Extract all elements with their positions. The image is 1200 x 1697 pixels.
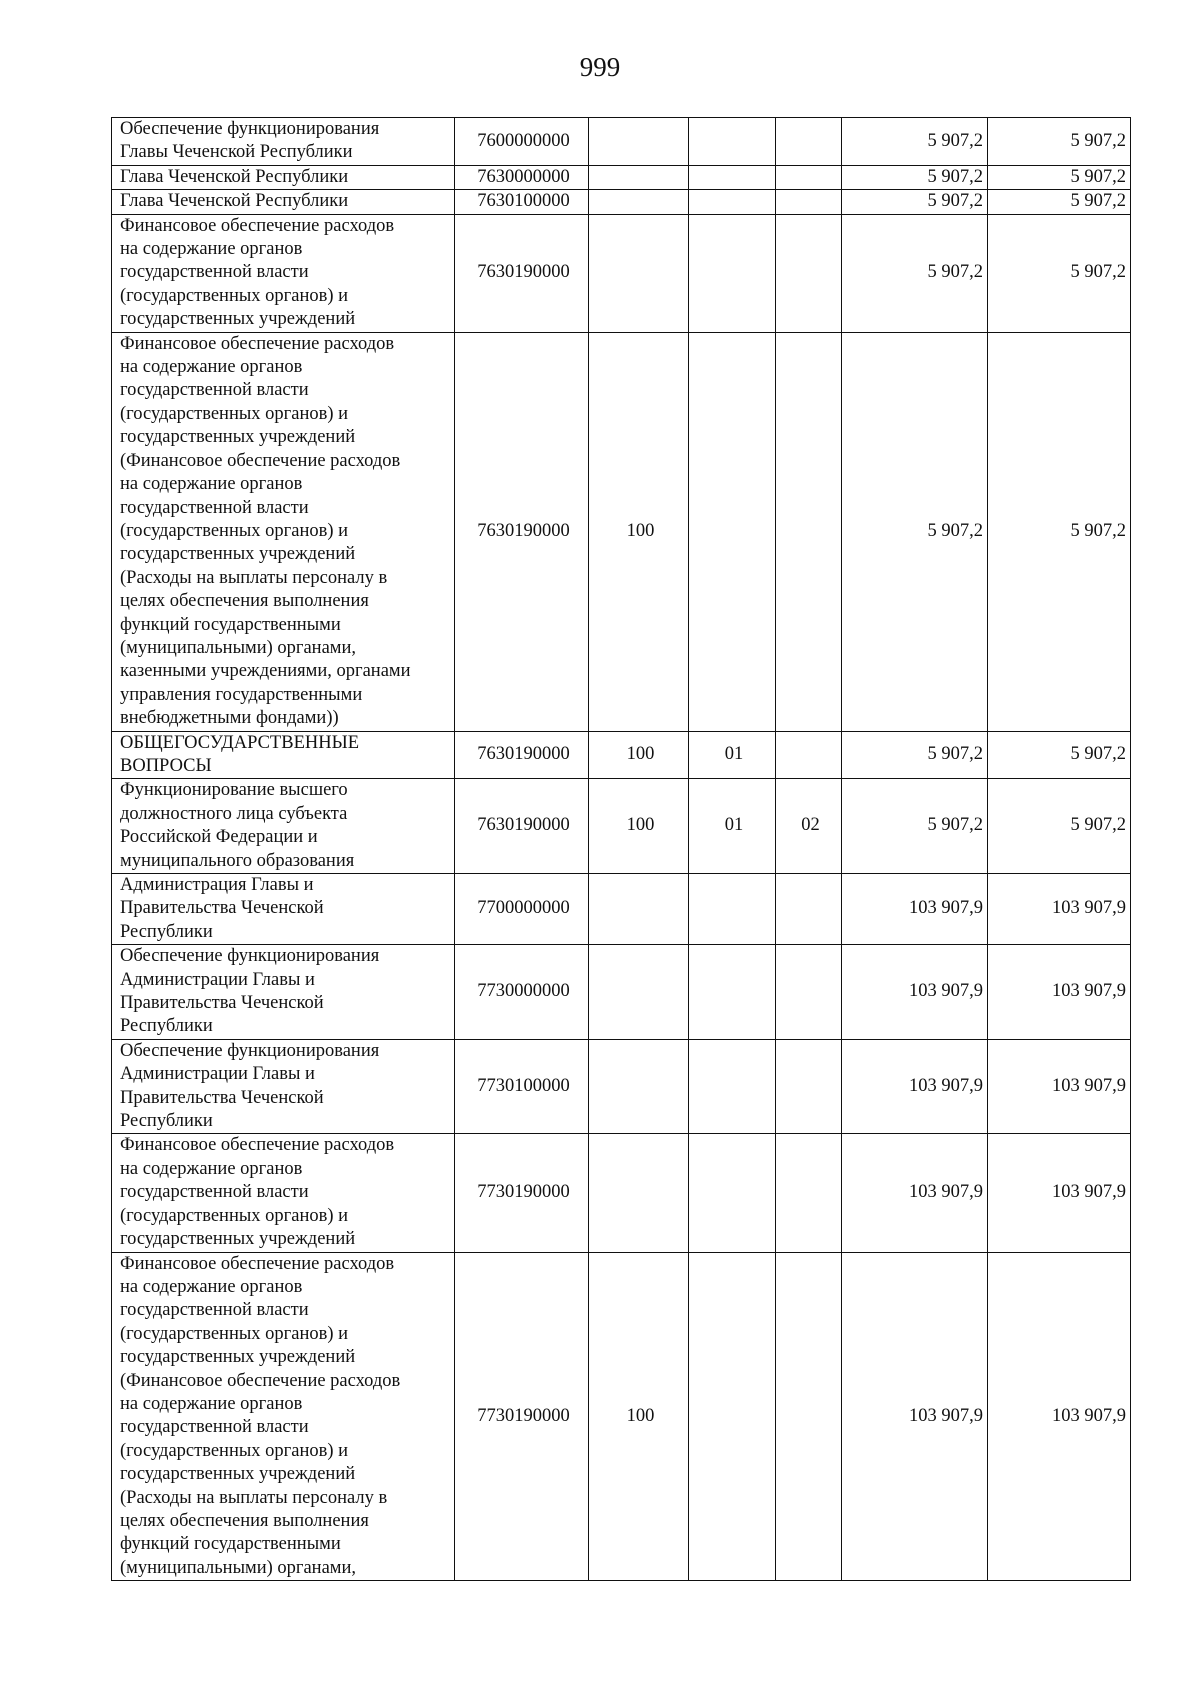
page-number: 999	[579, 52, 621, 82]
expense-type-cell	[589, 165, 689, 189]
amount-cell-2: 103 907,9	[988, 945, 1131, 1040]
target-code-cell: 7630100000	[455, 190, 589, 214]
amount-cell-2: 103 907,9	[988, 1039, 1131, 1134]
item-name-cell	[112, 118, 455, 166]
section-cell	[689, 945, 776, 1040]
item-name-text: Финансовое обеспечение расходов на содержание органов государственной власти (государственных органов) и государственных учреждений (Финансовое обеспечение расходов на содержание органов государственной власти (государственных органов) и государственных учреждений (Расходы на выплаты персоналу в целях обеспечения выполнения функций государственными (муниципальными) органами, казенными учреждениями, органами управления государственными внебюджетными фондами))	[120, 333, 411, 729]
expense-type-cell: 100	[589, 1252, 689, 1581]
amount-cell-1: 103 907,9	[842, 945, 988, 1040]
item-name-cell	[112, 332, 455, 731]
target-code-cell: 7630190000	[455, 214, 589, 332]
amount-cell-1: 103 907,9	[842, 1134, 988, 1252]
target-code-cell: 7630190000	[455, 779, 589, 874]
table-row	[112, 118, 1131, 166]
budget-table-body	[112, 118, 1131, 1581]
amount-cell-2: 5 907,2	[988, 731, 1131, 779]
amount-cell-2: 5 907,2	[988, 779, 1131, 874]
item-name-text: Финансовое обеспечение расходов на содержание органов государственной власти (государственных органов) и государственных учреждений	[120, 215, 395, 330]
amount-cell-2: 5 907,2	[988, 118, 1131, 166]
table-row	[112, 165, 1131, 189]
section-cell: 01	[689, 779, 776, 874]
table-row	[112, 1252, 1131, 1581]
amount-cell-2: 103 907,9	[988, 1252, 1131, 1581]
subsection-cell	[776, 332, 842, 731]
table-row	[112, 1134, 1131, 1252]
subsection-cell	[776, 1039, 842, 1134]
item-name-text: Обеспечение функционирования Администрации Главы и Правительства Чеченской Республики	[120, 946, 380, 1037]
target-code-cell: 7600000000	[455, 118, 589, 166]
amount-cell-2: 103 907,9	[988, 874, 1131, 945]
table-row	[112, 874, 1131, 945]
table-row	[112, 214, 1131, 332]
section-cell	[689, 1039, 776, 1134]
budget-table	[111, 117, 1131, 1581]
target-code-cell: 7630190000	[455, 332, 589, 731]
amount-cell-2: 5 907,2	[988, 214, 1131, 332]
table-row	[112, 332, 1131, 731]
amount-cell-1: 103 907,9	[842, 1252, 988, 1581]
item-name-cell	[112, 779, 455, 874]
item-name-cell	[112, 1039, 455, 1134]
target-code-cell: 7630190000	[455, 731, 589, 779]
expense-type-cell	[589, 945, 689, 1040]
subsection-cell	[776, 731, 842, 779]
item-name-text: Функционирование высшего должностного лица субъекта Российской Федерации и муниципального образования	[120, 780, 355, 871]
amount-cell-1: 5 907,2	[842, 731, 988, 779]
item-name-text: Обеспечение функционирования Главы Чеченской Республики	[120, 119, 380, 163]
table-row	[112, 190, 1131, 214]
amount-cell-1: 103 907,9	[842, 874, 988, 945]
target-code-cell: 7700000000	[455, 874, 589, 945]
expense-type-cell	[589, 118, 689, 166]
subsection-cell	[776, 190, 842, 214]
subsection-cell: 02	[776, 779, 842, 874]
amount-cell-2: 5 907,2	[988, 332, 1131, 731]
section-cell	[689, 1134, 776, 1252]
subsection-cell	[776, 874, 842, 945]
expense-type-cell	[589, 1134, 689, 1252]
amount-cell-1: 5 907,2	[842, 190, 988, 214]
expense-type-cell: 100	[589, 332, 689, 731]
table-row	[112, 945, 1131, 1040]
target-code-cell: 7630000000	[455, 165, 589, 189]
section-cell: 01	[689, 731, 776, 779]
subsection-cell	[776, 165, 842, 189]
subsection-cell	[776, 1134, 842, 1252]
item-name-cell	[112, 165, 455, 189]
section-cell	[689, 332, 776, 731]
subsection-cell	[776, 118, 842, 166]
table-row	[112, 731, 1131, 779]
section-cell	[689, 1252, 776, 1581]
item-name-text: Финансовое обеспечение расходов на содержание органов государственной власти (государственных органов) и государственных учреждений (Финансовое обеспечение расходов на содержание органов государственной власти (государственных органов) и государственных учреждений (Расходы на выплаты персоналу в целях обеспечения выполнения функций государственными (муниципальными) органами,	[120, 1253, 401, 1578]
section-cell	[689, 214, 776, 332]
target-code-cell: 7730190000	[455, 1134, 589, 1252]
expense-type-cell	[589, 214, 689, 332]
expense-type-cell	[589, 1039, 689, 1134]
item-name-cell	[112, 874, 455, 945]
subsection-cell	[776, 214, 842, 332]
item-name-text: Администрация Главы и Правительства Чеченской Республики	[120, 875, 324, 942]
item-name-text: Глава Чеченской Республики	[120, 191, 349, 212]
expense-type-cell	[589, 874, 689, 945]
amount-cell-1: 5 907,2	[842, 779, 988, 874]
table-row	[112, 779, 1131, 874]
expense-type-cell: 100	[589, 779, 689, 874]
amount-cell-1: 103 907,9	[842, 1039, 988, 1134]
target-code-cell: 7730000000	[455, 945, 589, 1040]
amount-cell-2: 5 907,2	[988, 165, 1131, 189]
expense-type-cell	[589, 190, 689, 214]
subsection-cell	[776, 945, 842, 1040]
amount-cell-1: 5 907,2	[842, 118, 988, 166]
expense-type-cell: 100	[589, 731, 689, 779]
item-name-text: Обеспечение функционирования Администрации Главы и Правительства Чеченской Республики	[120, 1040, 380, 1132]
amount-cell-2: 5 907,2	[988, 190, 1131, 214]
section-cell	[689, 118, 776, 166]
target-code-cell: 7730100000	[455, 1039, 589, 1134]
item-name-text: Глава Чеченской Республики	[120, 166, 349, 187]
subsection-cell	[776, 1252, 842, 1581]
section-cell	[689, 190, 776, 214]
section-cell	[689, 165, 776, 189]
item-name-cell	[112, 945, 455, 1040]
item-name-cell	[112, 214, 455, 332]
amount-cell-2: 103 907,9	[988, 1134, 1131, 1252]
item-name-text: ОБЩЕГОСУДАРСТВЕННЫЕ ВОПРОСЫ	[120, 732, 360, 776]
amount-cell-1: 5 907,2	[842, 332, 988, 731]
amount-cell-1: 5 907,2	[842, 214, 988, 332]
target-code-cell: 7730190000	[455, 1252, 589, 1581]
item-name-cell	[112, 731, 455, 779]
amount-cell-1: 5 907,2	[842, 165, 988, 189]
table-row	[112, 1039, 1131, 1134]
section-cell	[689, 874, 776, 945]
item-name-cell	[112, 1252, 455, 1581]
item-name-text: Финансовое обеспечение расходов на содержание органов государственной власти (государственных органов) и государственных учреждений	[120, 1135, 395, 1250]
item-name-cell	[112, 190, 455, 214]
item-name-cell	[112, 1134, 455, 1252]
